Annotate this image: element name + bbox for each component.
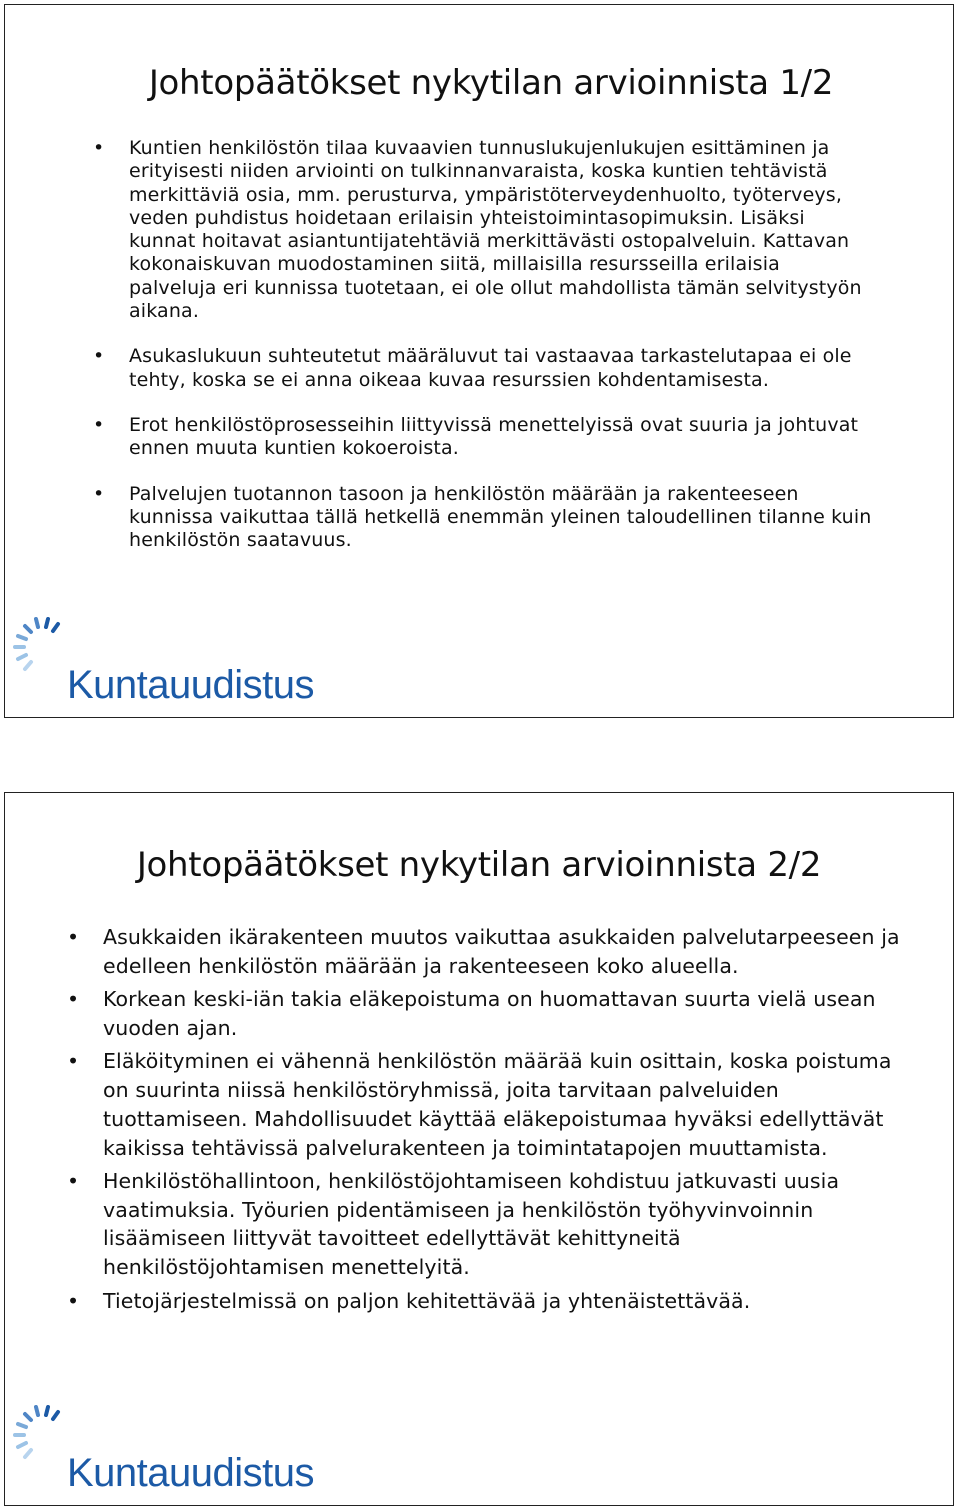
bullet-item bbox=[93, 483, 873, 553]
bullet-dot: • bbox=[93, 413, 105, 436]
slide-2 bbox=[4, 792, 954, 1506]
slide-1 bbox=[4, 4, 954, 718]
kuntauudistus-logo bbox=[11, 1405, 315, 1505]
logo-text: Kuntauudistus bbox=[67, 1451, 315, 1495]
bullet-dot: • bbox=[67, 925, 80, 949]
bullet-text: Eläköityminen ei vähennä henkilöstön määrää kuin osittain, koska poistuma on suurinta niissä henkilöstöryhmissä, joita tarvitaan palveluiden tuottamiseen. Mahdollisuudet käyttää eläkepoistumaa hyväksi edellyttävät kaikissa tehtävissä palvelurakenteen ja toimintatapojen muuttamista. bbox=[103, 1049, 892, 1160]
bullet-item bbox=[67, 1287, 907, 1316]
bullet-item bbox=[67, 923, 907, 981]
bullet-dot: • bbox=[67, 987, 80, 1012]
bullet-dot: • bbox=[93, 345, 105, 368]
bullet-dot: • bbox=[67, 1168, 80, 1193]
bullet-text: Erot henkilöstöprosesseihin liittyvissä menettelyissä ovat suuria ja johtuvat ennen muuta kuntien kokoeroista. bbox=[129, 413, 859, 460]
bullet-item bbox=[93, 345, 873, 392]
bullet-list bbox=[67, 923, 907, 1320]
bullet-text: Korkean keski-iän takia eläkepoistuma on huomattavan suurta vielä usean vuoden ajan. bbox=[103, 987, 876, 1040]
bullet-text: Palvelujen tuotannon tasoon ja henkilöstön määrään ja rakenteeseen kunnissa vaikuttaa tällä hetkellä enemmän yleinen taloudellinen tilanne kuin henkilöstön saatavuus. bbox=[129, 482, 872, 552]
bullet-item bbox=[67, 1167, 907, 1282]
bullet-dot: • bbox=[67, 1288, 80, 1313]
slide-title: Johtopäätökset nykytilan arvioinnista 2/2 bbox=[136, 845, 822, 885]
bullet-item bbox=[67, 1047, 907, 1162]
bullet-item bbox=[67, 985, 907, 1043]
radiating-dashes-icon bbox=[11, 1405, 71, 1475]
kuntauudistus-logo bbox=[11, 617, 315, 717]
bullet-list bbox=[93, 137, 873, 574]
radiating-dashes-icon bbox=[11, 617, 71, 687]
bullet-text: Kuntien henkilöstön tilaa kuvaavien tunnuslukujenlukujen esittäminen ja erityisesti niiden arviointi on tulkinnanvaraista, koska kuntien tehtävistä merkittäviä osia, mm. perusturva, ympäristöterveydenhuolto, työterveys, veden puhdistus hoidetaan erilaisin yhteistoimintasopimuksin. Lisäksi kunnat hoitavat asiantuntijatehtäviä merkittävästi ostopalveluin. Kattavan kokonaiskuvan muodostaminen siitä, millaisilla resursseilla erilaisia palveluja eri kunnissa tuotetaan, ei ole ollut mahdollista tämän selvitystyön aikana. bbox=[129, 137, 862, 323]
bullet-dot: • bbox=[93, 482, 105, 505]
bullet-dot: • bbox=[93, 137, 105, 159]
bullet-item bbox=[93, 137, 873, 323]
bullet-text: Asukaslukuun suhteutetut määräluvut tai vastaavaa tarkastelutapaa ei ole tehty, koska se ei anna oikeaa kuvaa resurssien kohdentamisesta. bbox=[129, 345, 852, 391]
logo-text: Kuntauudistus bbox=[67, 663, 315, 707]
bullet-text: Tietojärjestelmissä on paljon kehitettävää ja yhtenäistettävää. bbox=[103, 1288, 751, 1313]
bullet-text: Asukkaiden ikärakenteen muutos vaikuttaa asukkaiden palvelutarpeeseen ja edelleen henkilöstön määrään ja rakenteeseen koko alueella. bbox=[103, 925, 900, 978]
bullet-dot: • bbox=[67, 1049, 80, 1074]
slide-title: Johtopäätökset nykytilan arvioinnista 1/2 bbox=[148, 63, 834, 103]
bullet-text: Henkilöstöhallintoon, henkilöstöjohtamiseen kohdistuu jatkuvasti uusia vaatimuksia. Työurien pidentämiseen ja henkilöstön työhyvinvoinnin lisäämiseen liittyvät tavoitteet edellyttävät kehittyneitä henkilöstöjohtamisen menettelyitä. bbox=[103, 1168, 840, 1280]
bullet-item bbox=[93, 414, 873, 461]
